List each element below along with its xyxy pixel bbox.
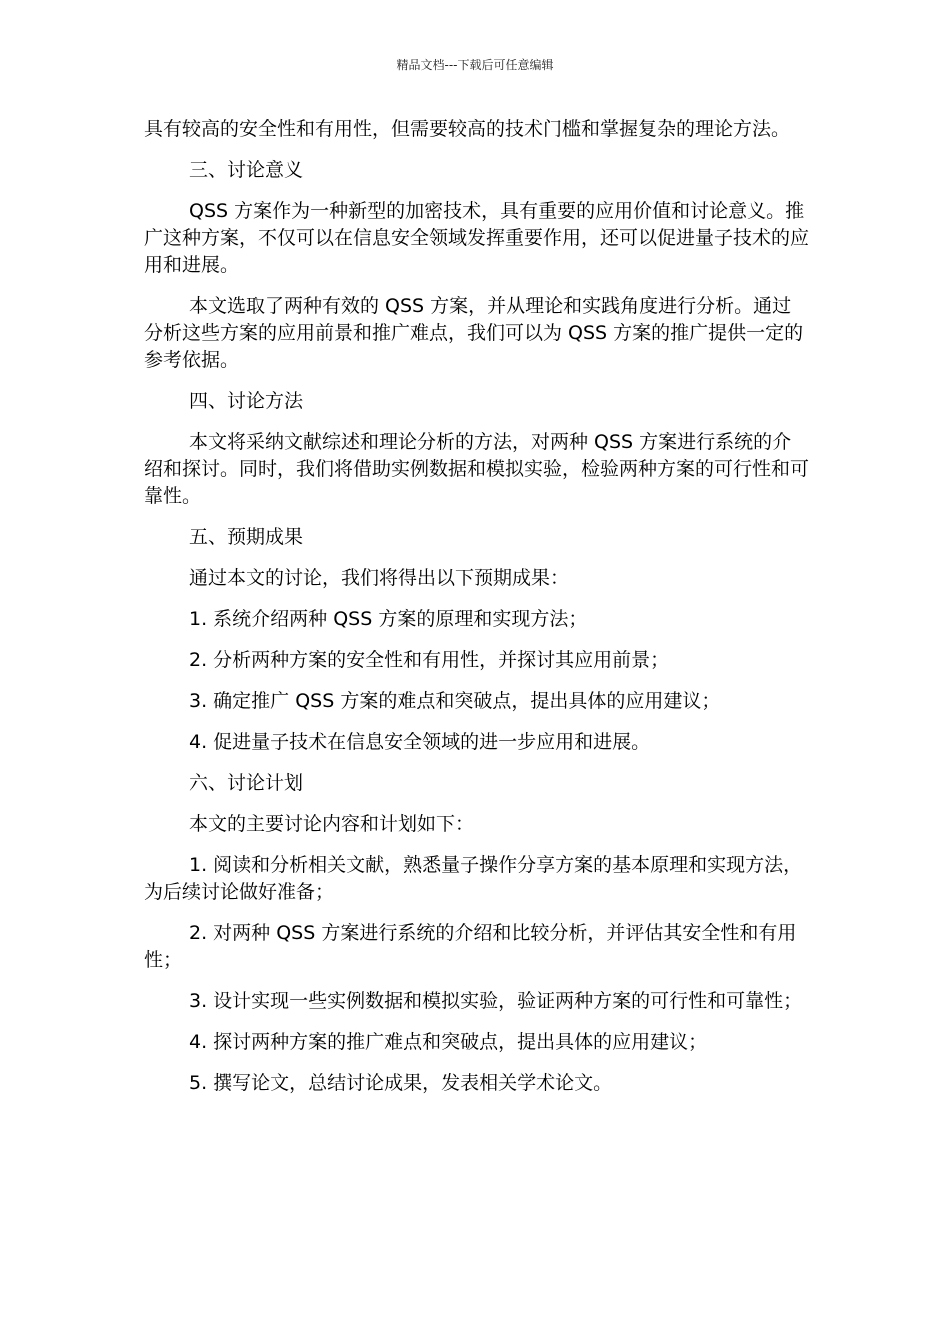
page-header: 精品文档---下载后可任意编辑: [396, 58, 554, 72]
list-item: 2. 对两种 QSS 方案进行系统的介绍和比较分析，并评估其安全性和有用性；: [144, 922, 797, 971]
list-item: 3. 设计实现一些实例数据和模拟实验，验证两种方案的可行性和可靠性；: [189, 990, 803, 1012]
list-item: 1. 系统介绍两种 QSS 方案的原理和实现方法；: [189, 608, 588, 630]
paragraph: QSS 方案作为一种新型的加密技术，具有重要的应用价值和讨论意义。推广这种方案，不仅可以在信息安全领域发挥重要作用，还可以促进量子技术的应用和进展。: [144, 200, 810, 276]
list-item: 1. 阅读和分析相关文献，熟悉量子操作分享方案的基本原理和实现方法，为后续讨论做好准备；: [144, 854, 803, 903]
list-item: 4. 促进量子技术在信息安全领域的进一步应用和进展。: [189, 731, 651, 753]
section-heading-plan: 六、讨论计划: [189, 772, 304, 794]
section-heading-significance: 三、讨论意义: [189, 159, 304, 181]
list-item: 2. 分析两种方案的安全性和有用性，并探讨其应用前景；: [189, 649, 670, 671]
document-body: [144, 116, 810, 1111]
paragraph: 通过本文的讨论，我们将得出以下预期成果：: [189, 567, 570, 589]
list-item: 4. 探讨两种方案的推广难点和突破点，提出具体的应用建议；: [189, 1031, 708, 1053]
section-heading-method: 四、讨论方法: [189, 390, 304, 412]
paragraph: 本文选取了两种有效的 QSS 方案，并从理论和实践角度进行分析。通过分析这些方案的应用前景和推广难点，我们可以为 QSS 方案的推广提供一定的参考依据。: [144, 295, 804, 371]
paragraph: 本文的主要讨论内容和计划如下：: [189, 813, 475, 835]
section-heading-expected-results: 五、预期成果: [189, 526, 304, 548]
paragraph-continuation: 具有较高的安全性和有用性，但需要较高的技术门槛和掌握复杂的理论方法。: [144, 118, 791, 140]
list-item: 5. 撰写论文，总结讨论成果，发表相关学术论文。: [189, 1072, 613, 1094]
list-item: 3. 确定推广 QSS 方案的难点和突破点，提出具体的应用建议；: [189, 690, 721, 712]
paragraph: 本文将采纳文献综述和理论分析的方法，对两种 QSS 方案进行系统的介绍和探讨。同时，我们将借助实例数据和模拟实验，检验两种方案的可行性和可靠性。: [144, 431, 810, 507]
